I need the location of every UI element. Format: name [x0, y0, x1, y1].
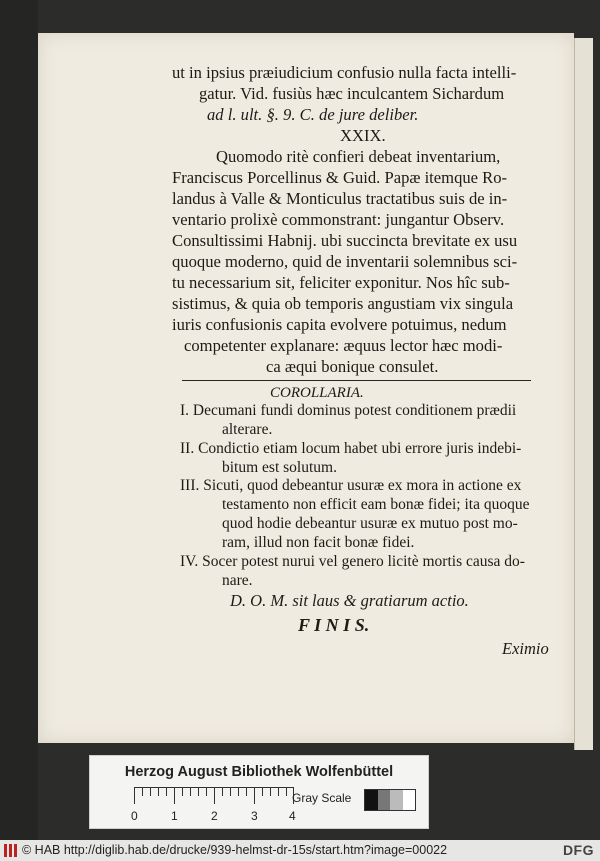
text-line: Franciscus Porcellinus & Guid. Papæ itemque Ro- [172, 168, 508, 187]
corollary-line: III. Sicuti, quod debeantur usuræ ex mora in actione ex [180, 477, 522, 494]
ruler-number: 3 [251, 809, 258, 823]
gray-scale-swatches [364, 789, 416, 811]
ruler-tick [254, 788, 255, 804]
text-line: quoque moderno, quid de inventarii solemnibus sci- [172, 252, 518, 271]
text-line: ca æqui bonique consulet. [266, 357, 439, 376]
corollary-line: bitum est solutum. [222, 459, 337, 476]
corollary-line: alterare. [222, 421, 273, 438]
ruler-number: 2 [211, 809, 218, 823]
catchword: Eximio [502, 639, 549, 658]
ruler-number: 0 [131, 809, 138, 823]
text-line: Consultissimi Habnij. ubi succincta brevitate ex usu [172, 231, 518, 250]
ruler-tick [174, 788, 175, 804]
ruler-tick [166, 788, 167, 796]
corollary-line: testamento non efficit eam bonæ fidei; ita quoque [222, 496, 530, 513]
gray-swatch [390, 790, 403, 810]
ruler-tick [246, 788, 247, 796]
ruler-tick [214, 788, 215, 804]
ruler-tick [150, 788, 151, 796]
corollary-line: nare. [222, 572, 253, 589]
gray-swatch [403, 790, 416, 810]
closing-line: D. O. M. sit laus & gratiarum actio. [230, 591, 469, 610]
corollary-line: quod hodie debeantur usuræ ex mutuo post mo- [222, 515, 518, 532]
measurement-ruler [134, 787, 294, 804]
ruler-tick [206, 788, 207, 796]
gray-swatch [365, 790, 378, 810]
gray-swatch [378, 790, 391, 810]
ruler-tick [142, 788, 143, 796]
corollary-line: II. Condictio etiam locum habet ubi errore juris indebi- [180, 440, 522, 457]
section-number: XXIX. [340, 126, 386, 145]
footer-bar [0, 840, 600, 861]
gray-scale-label: Gray Scale [292, 791, 352, 805]
ruler-tick [134, 788, 135, 804]
separator-rule [182, 380, 531, 381]
corollary-line: IV. Socer potest nurui vel genero licitè mortis causa do- [180, 553, 525, 570]
scanner-frame [0, 0, 38, 840]
text-line: landus à Valle & Monticulus tractatibus suis de in- [172, 189, 508, 208]
corollary-line: I. Decumani fundi dominus potest conditionem prædii [180, 402, 517, 419]
ruler-tick [262, 788, 263, 796]
ruler-tick [278, 788, 279, 796]
ruler-number: 1 [171, 809, 178, 823]
corollaria-heading: COROLLARIA. [270, 385, 364, 401]
adjacent-page-edge [574, 38, 593, 750]
library-color-card [89, 755, 429, 829]
text-line: iuris confusionis capita evolvere potuimus, nedum [172, 315, 507, 334]
ruler-tick [230, 788, 231, 796]
finis: F I N I S. [298, 615, 370, 635]
ruler-tick [190, 788, 191, 796]
ruler-tick [222, 788, 223, 796]
source-url[interactable]: © HAB http://diglib.hab.de/drucke/939-helmst-dr-15s/start.htm?image=00022 [22, 843, 448, 857]
text-line: tu necessarium sit, feliciter exponitur. Nos hîc sub- [172, 273, 510, 292]
library-name: Herzog August Bibliothek Wolfenbüttel [124, 764, 394, 780]
corollary-line: ram, illud non facit bonæ fidei. [222, 534, 415, 551]
text-line: ut in ipsius præiudicium confusio nulla facta intelli- [172, 63, 517, 82]
ruler-tick [182, 788, 183, 796]
ruler-tick [198, 788, 199, 796]
ruler-tick [238, 788, 239, 796]
ruler-tick [158, 788, 159, 796]
hab-logo-icon [4, 844, 18, 857]
text-line: Quomodo ritè confieri debeat inventarium, [216, 147, 501, 166]
document-page [38, 33, 574, 743]
text-line: competenter explanare: æquus lector hæc modi- [184, 336, 503, 355]
ruler-tick [270, 788, 271, 796]
ruler-tick [286, 788, 287, 796]
ruler-number: 4 [289, 809, 296, 823]
text-line: ventario prolixè commonstrant: jungantur Observ. [172, 210, 505, 229]
text-line: gatur. Vid. fusiùs hæc inculcantem Sichardum [199, 84, 505, 103]
dfg-logo: DFG [562, 842, 594, 858]
text-line: ad l. ult. §. 9. C. de jure deliber. [207, 105, 419, 124]
text-line: sistimus, & quia ob temporis angustiam vix singula [172, 294, 514, 313]
